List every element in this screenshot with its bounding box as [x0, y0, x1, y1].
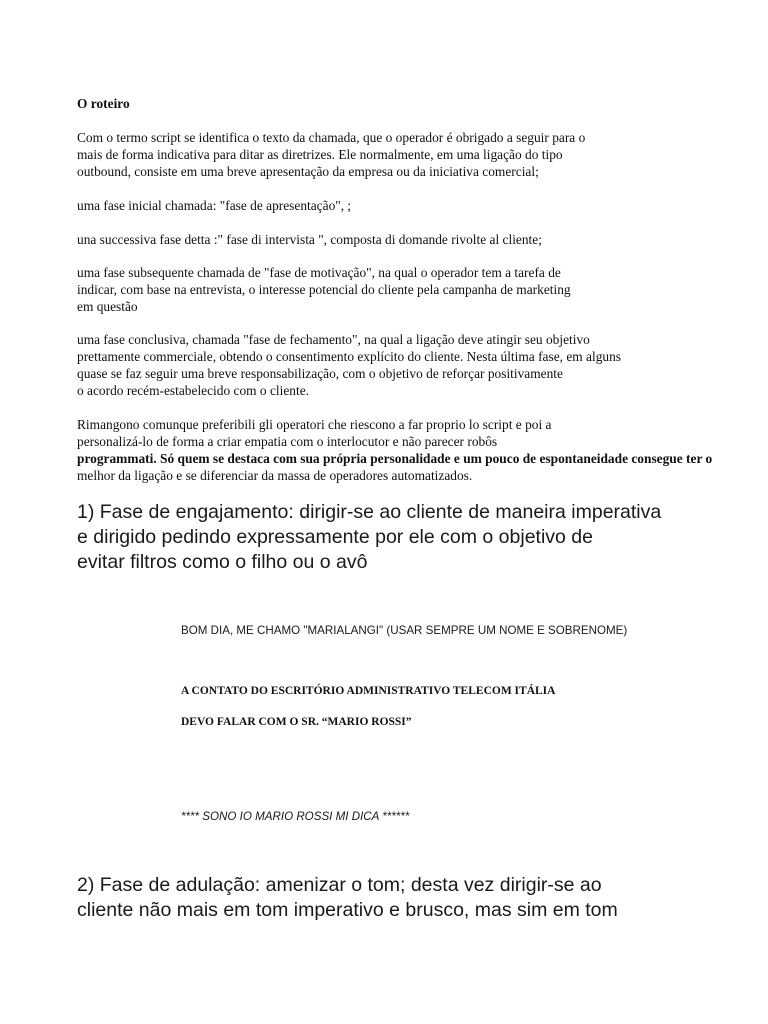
document-heading: O roteiro: [77, 96, 130, 111]
heading-line: evitar filtros como o filho ou o avô: [77, 551, 368, 573]
paragraph-personalization: [77, 416, 712, 484]
heading-line: 1) Fase de engajamento: dirigir-se ao cliente de maneira imperativa: [77, 501, 662, 523]
text-line: o acordo recém-estabelecido com o cliente.: [77, 383, 309, 398]
script-greeting: BOM DIA, ME CHAMO "MARIALANGI" (USAR SEMPRE UM NOME E SOBRENOME): [181, 624, 628, 637]
bold-text-line: programmati. Só quem se destaca com sua própria personalidade e um pouco de espontaneidade consegue ter o: [77, 451, 713, 466]
text-line: melhor da ligação e se diferenciar da massa de operadores automatizados.: [77, 468, 473, 483]
script-office: A CONTATO DO ESCRITÓRIO ADMINISTRATIVO TELECOM ITÁLIA: [181, 685, 556, 697]
text-line: mais de forma indicativa para ditar as diretrizes. Ele normalmente, em uma ligação do tipo: [77, 147, 563, 162]
text-line: personalizá-lo de forma a criar empatia com o interlocutor e não parecer robôs: [77, 434, 498, 449]
text-line: em questão: [77, 299, 138, 314]
paragraph-phase-interview: una successiva fase detta :" fase di intervista ", composta di domande rivolte al cliente;: [77, 232, 542, 247]
section-2-heading: [77, 873, 618, 923]
paragraph-intro: [77, 129, 585, 180]
text-line: uma fase subsequente chamada de "fase de motivação", na qual o operador tem a tarefa de: [77, 265, 561, 280]
paragraph-phase-initial: uma fase inicial chamada: "fase de apresentação", ;: [77, 198, 352, 213]
text-line: outbound, consiste em uma breve apresentação da empresa ou da iniciativa comercial;: [77, 164, 539, 179]
paragraph-phase-motivation: [77, 264, 571, 315]
heading-line: cliente não mais em tom imperativo e brusco, mas sim em tom: [77, 899, 618, 921]
script-ask: DEVO FALAR COM O SR. “MARIO ROSSI”: [181, 716, 412, 728]
heading-line: e dirigido pedindo expressamente por ele com o objetivo de: [77, 526, 593, 548]
text-line: Rimangono comunque preferibili gli operatori che riescono a far proprio lo script e poi a: [77, 417, 552, 432]
text-line: uma fase conclusiva, chamada "fase de fechamento", na qual a ligação deve atingir seu objetivo: [77, 332, 590, 347]
paragraph-phase-closing: [77, 331, 621, 399]
text-line: Com o termo script se identifica o texto da chamada, que o operador é obrigado a seguir para o: [77, 130, 586, 145]
text-line: quase se faz seguir uma breve responsabilização, com o objetivo de reforçar positivamente: [77, 366, 563, 381]
text-line: prettamente commerciale, obtendo o consentimento explícito do cliente. Nesta última fase, em alguns: [77, 349, 622, 364]
heading-line: 2) Fase de adulação: amenizar o tom; desta vez dirigir-se ao: [77, 874, 602, 896]
section-1-heading: [77, 500, 661, 575]
script-reply: **** SONO IO MARIO ROSSI MI DICA ******: [181, 810, 410, 823]
text-line: indicar, com base na entrevista, o interesse potencial do cliente pela campanha de marketing: [77, 282, 571, 297]
